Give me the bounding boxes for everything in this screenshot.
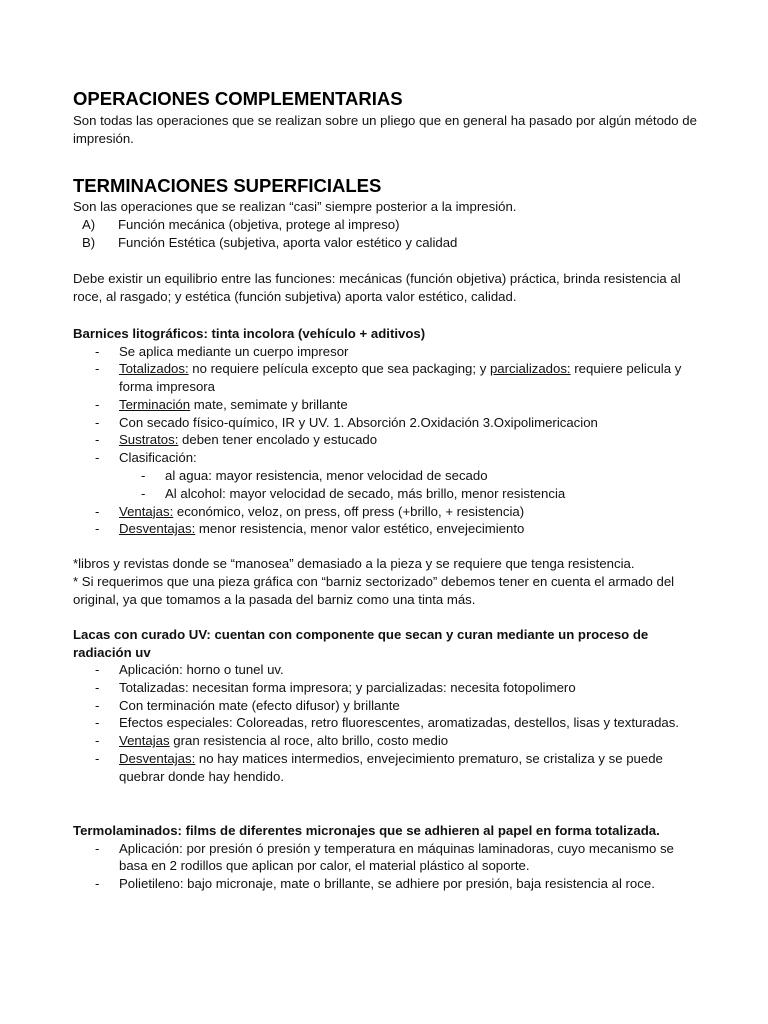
list-item-text: deben tener encolado y estucado [178,432,378,448]
list-item-text: Con terminación mate (efecto difusor) y brillante [119,697,400,713]
sub-list-item [73,485,703,503]
list-item [73,431,703,449]
list-item [73,679,703,697]
underlined-term: parcializados: [489,361,571,377]
list-item [73,396,703,414]
list-item [73,732,703,750]
dash-marker: - [95,343,100,359]
dash-marker: - [95,697,100,713]
section-terminaciones [73,175,703,306]
list-item [73,520,703,538]
section-lacas [73,626,703,786]
dash-marker: - [95,750,100,766]
list-marker: A) [82,217,96,232]
heading-terminaciones: TERMINACIONES SUPERFICIALES [73,175,382,196]
dash-marker: - [95,876,100,892]
heading-lacas: Lacas con curado UV: cuentan con componente que secan y curan mediante un proceso de radiación uv [73,627,649,660]
heading-termolaminados: Termolaminados: films de diferentes micronajes que se adhieren al papel en forma totalizada. [73,823,660,838]
list-item [73,360,703,396]
dash-marker: - [95,361,100,377]
list-item-text: mate, semimate y brillante [190,396,348,412]
list-item-text: Función mecánica (objetiva, protege al impreso) [118,217,400,232]
list-item-text: Totalizadas: necesitan forma impresora; y parcializadas: necesita fotopolimero [119,679,576,695]
underlined-term: Sustratos: [119,432,179,448]
list-item-text: Se aplica mediante un cuerpo impresor [119,343,349,359]
list-item [73,414,703,432]
dash-marker: - [95,432,100,448]
list-item-text: menor resistencia, menor valor estético, envejecimiento [195,521,525,537]
section-termolaminados [73,822,703,893]
paragraph-terminaciones-intro: Son las operaciones que se realizan “casi” siempre posterior a la impresión. [73,199,517,214]
list-item-text: Función Estética (subjetiva, aporta valor estético y calidad [118,234,458,250]
underlined-term: Desventajas: [119,521,196,537]
note-libros: *libros y revistas donde se “manosea” demasiado a la pieza y se requiere que tenga resistencia. [73,556,635,572]
list-item-text: Polietileno: bajo micronaje, mate o brillante, se adhiere por presión, baja resistencia al roce. [119,876,655,892]
dash-marker: - [95,715,100,731]
list-item [73,503,703,521]
list-item-text: no hay matices intermedios, envejecimiento prematuro, se cristaliza y se puede quebrar donde hay hendido. [119,750,663,784]
sub-list-item [73,467,703,485]
dash-marker: - [95,396,100,412]
list-item [73,875,703,893]
list-item-text: requiere pelicula y forma impresora [119,361,682,395]
paragraph-operaciones: Son todas las operaciones que se realizan sobre un pliego que en general ha pasado por algún método de impresión. [73,113,697,146]
section-barnices [73,325,703,609]
underlined-term: Ventajas [119,733,170,749]
list-item [73,840,703,876]
list-item-text: Efectos especiales: Coloreadas, retro fluorescentes, aromatizadas, destellos, lisas y texturadas. [119,715,680,731]
paragraph-equilibrio: Debe existir un equilibrio entre las funciones: mecánicas (función objetiva) práctica, brinda resistencia al roce, al rasgado; y estética (función subjetiva) aporta valor estético, calidad. [73,270,681,304]
dash-marker: - [95,503,100,519]
heading-operaciones: OPERACIONES COMPLEMENTARIAS [73,88,403,109]
list-item-text: no requiere película excepto que sea packaging; y [188,361,490,377]
list-item-text: económico, veloz, on press, off press (+brillo, + resistencia) [173,503,525,519]
underlined-term: Terminación [119,396,191,412]
list-item-text: Clasificación: [119,450,197,466]
list-item-funcion-a [73,216,703,234]
list-item-text: al agua: mayor resistencia, menor velocidad de secado [165,468,488,484]
dash-marker: - [95,733,100,749]
list-item [73,697,703,715]
dash-marker: - [141,468,146,484]
list-item-funcion-b [73,234,703,252]
list-item [73,714,703,732]
list-item [73,750,703,786]
dash-marker: - [95,840,100,856]
list-item [73,661,703,679]
list-item-text: Aplicación: por presión ó presión y temperatura en máquinas laminadoras, cuyo mecanismo se basa en 2 rodillos que aplican por calor, el material plástico al soporte. [119,840,674,874]
list-item-text: gran resistencia al roce, alto brillo, costo medio [169,733,449,749]
list-item-text: Al alcohol: mayor velocidad de secado, más brillo, menor resistencia [165,485,566,501]
list-item [73,449,703,467]
list-item [73,343,703,361]
underlined-term: Totalizados: [119,361,189,377]
underlined-term: Desventajas: [119,750,196,766]
list-item-text: Aplicación: horno o tunel uv. [119,662,284,677]
section-operaciones [73,88,703,148]
heading-barnices: Barnices litográficos: tinta incolora (vehículo + aditivos) [73,326,426,341]
dash-marker: - [95,521,100,537]
note-barniz-sectorizado: * Si requerimos que una pieza gráfica con “barniz sectorizado” debemos tener en cuenta el armado del original, ya que tomamos a la pasada del barniz como una tinta más. [73,574,675,608]
dash-marker: - [141,485,146,501]
list-marker: B) [82,234,96,250]
underlined-term: Ventajas: [119,503,174,519]
dash-marker: - [95,662,100,677]
dash-marker: - [95,450,100,466]
dash-marker: - [95,679,100,695]
dash-marker: - [95,414,100,430]
list-item-text: Con secado físico-químico, IR y UV. 1. Absorción 2.Oxidación 3.Oxipolimericacion [119,414,598,430]
